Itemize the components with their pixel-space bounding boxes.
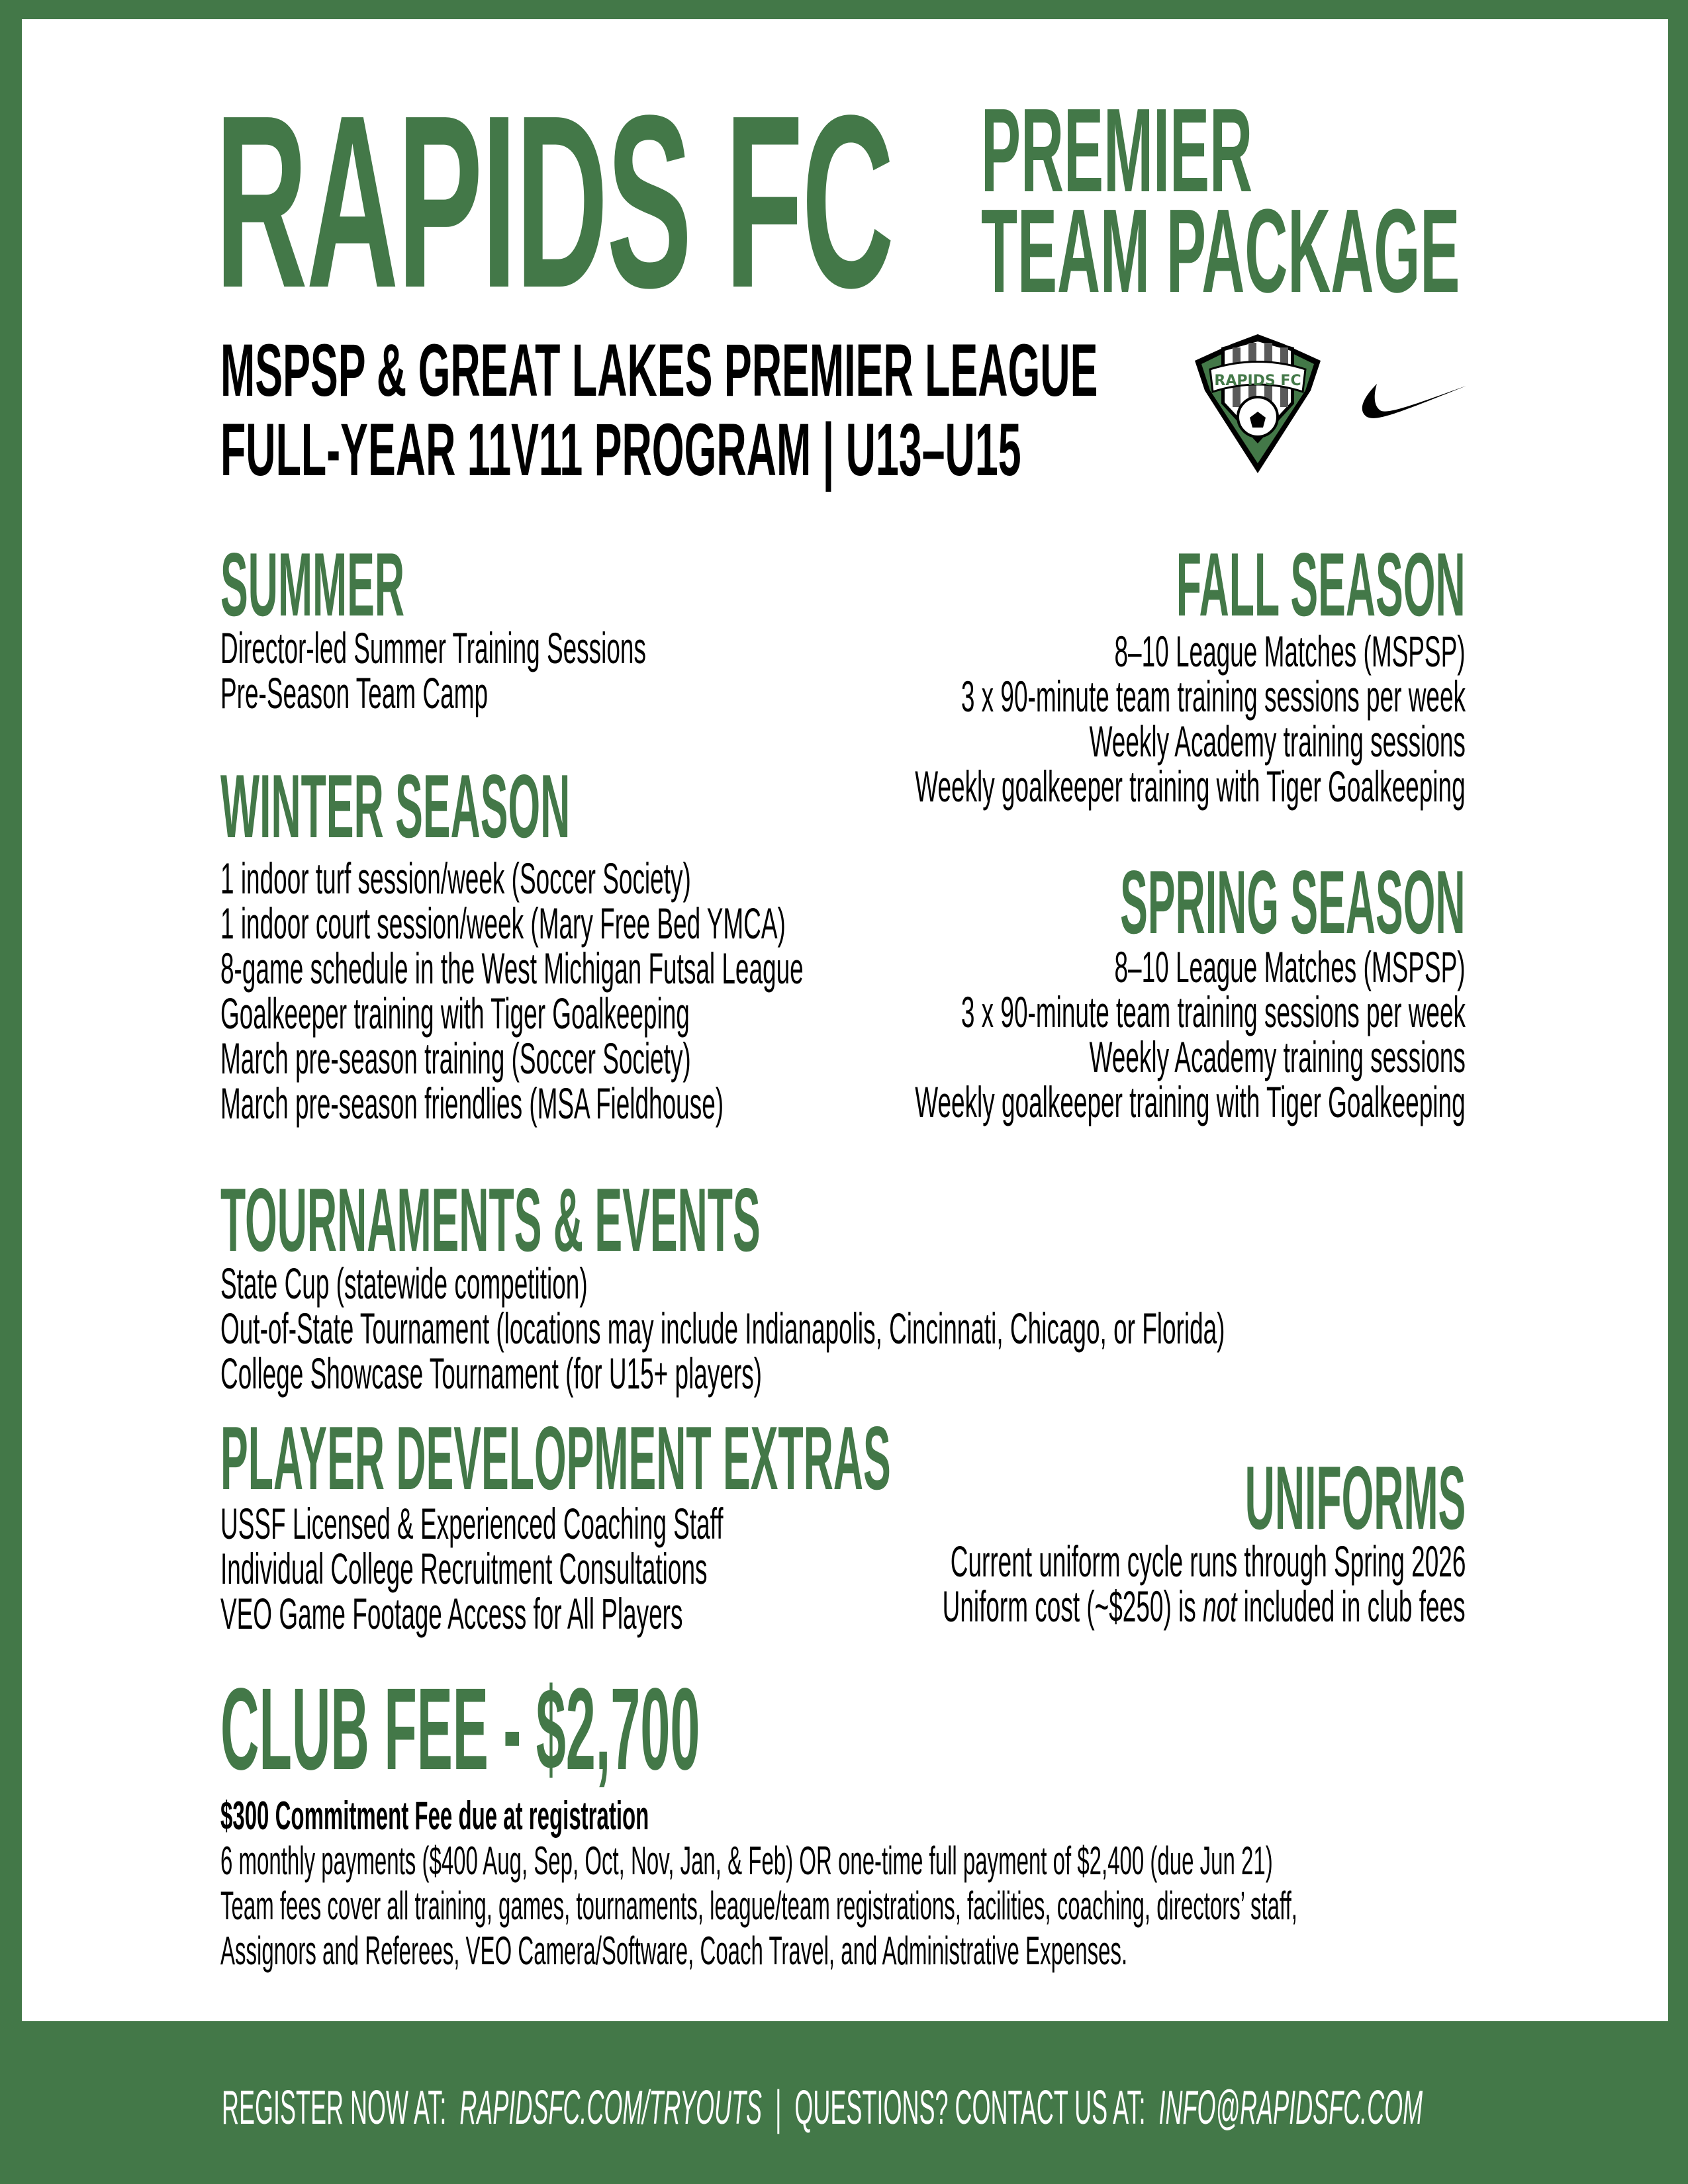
list-item: Individual College Recruitment Consultations <box>220 1544 708 1593</box>
list-item: Weekly Academy training sessions <box>1089 717 1466 766</box>
list-item: March pre-season training (Soccer Society) <box>220 1034 691 1083</box>
subtitle-line2-text: FULL-YEAR 11V11 PROGRAM | U13–U15 <box>220 408 1021 491</box>
club-name-text: RAPIDS FC <box>215 64 893 339</box>
list-item: 1 indoor court session/week (Mary Free Bed YMCA) <box>220 899 786 948</box>
list-item: 3 x 90-minute team training sessions per week <box>961 672 1466 721</box>
fall-heading <box>837 534 1466 635</box>
subtitle-line1-text: MSPSP & GREAT LAKES PREMIER LEAGUE <box>220 329 1098 412</box>
footer-separator: | <box>775 2081 782 2134</box>
register-link[interactable]: RAPIDSFC.COM/TRYOUTS <box>459 2081 763 2134</box>
spring-heading <box>715 852 1466 952</box>
list-item: Pre-Season Team Camp <box>220 668 489 717</box>
register-label: REGISTER NOW AT: <box>222 2081 447 2134</box>
list-item: Current uniform cycle runs through Spring 2026 <box>950 1537 1466 1586</box>
list-item: 1 indoor turf session/week (Soccer Society) <box>220 854 691 903</box>
list-item: Goalkeeper training with Tiger Goalkeeping <box>220 989 690 1038</box>
fee-details <box>220 1839 1688 1974</box>
winter-heading-text: WINTER SEASON <box>220 756 571 856</box>
list-item: VEO Game Footage Access for All Players <box>220 1589 683 1638</box>
list-item: 8–10 League Matches (MSPSP) <box>1114 942 1466 991</box>
winter-heading <box>220 756 981 856</box>
spring-list <box>483 944 1466 1124</box>
club-fee-heading-text: CLUB FEE - $2,700 <box>220 1664 700 1794</box>
list-item: College Showcase Tournament (for U15+ players) <box>220 1349 762 1398</box>
rapids-fc-crest-icon <box>1192 331 1324 477</box>
club-fee-heading <box>220 1664 1263 1794</box>
coverage-line2: Assignors and Referees, VEO Camera/Software, Coach Travel, and Administrative Expenses. <box>220 1929 1128 1973</box>
list-item: 3 x 90-minute team training sessions per week <box>961 987 1466 1036</box>
list-item: 8-game schedule in the West Michigan Futsal League <box>220 944 804 993</box>
spring-heading-text: SPRING SEASON <box>1120 852 1466 952</box>
tournaments-heading-text: TOURNAMENTS & EVENTS <box>220 1169 761 1270</box>
package-title-line2 <box>981 185 1688 318</box>
nike-swoosh-icon <box>1357 381 1466 420</box>
list-item: USSF Licensed & Experienced Coaching Staff <box>220 1499 724 1548</box>
summer-heading <box>220 534 620 635</box>
list-item: 8–10 League Matches (MSPSP) <box>1114 627 1466 676</box>
subtitle-line1 <box>220 329 1688 412</box>
uniforms-list <box>532 1539 1466 1629</box>
list-item: Out-of-State Tournament (locations may include Indianapolis, Cincinnati, Chicago, or Florida) <box>220 1304 1225 1353</box>
tournaments-list <box>220 1261 1688 1396</box>
list-item: Director-led Summer Training Sessions <box>220 623 646 672</box>
summer-heading-text: SUMMER <box>220 534 405 635</box>
list-item: State Cup (statewide competition) <box>220 1259 588 1308</box>
coverage-line1: Team fees cover all training, games, tournaments, league/team registrations, facilities, coaching, directors’ staff, <box>220 1884 1297 1928</box>
subtitle-line2 <box>220 408 1650 491</box>
list-item: Weekly goalkeeper training with Tiger Goalkeeping <box>915 762 1466 811</box>
svg-text:RAPIDS FC: RAPIDS FC <box>1214 373 1301 389</box>
contact-label: QUESTIONS? CONTACT US AT: <box>794 2081 1146 2134</box>
footer-bar <box>0 2021 1688 2184</box>
payment-options: 6 monthly payments ($400 Aug, Sep, Oct, Nov, Jan, & Feb) OR one-time full payment of $2,400 (due Jun 21) <box>220 1839 1273 1883</box>
package-line1-text: PREMIER <box>981 84 1253 217</box>
list-item: Uniform cost (~$250) is not included in club fees <box>943 1582 1466 1631</box>
commitment-fee: $300 Commitment Fee due at registration <box>220 1794 649 1838</box>
list-item: Weekly Academy training sessions <box>1089 1032 1466 1081</box>
tournaments-heading <box>220 1169 1394 1270</box>
contact-email-link[interactable]: INFO@RAPIDSFC.COM <box>1158 2081 1423 2134</box>
fall-heading-text: FALL SEASON <box>1176 534 1466 635</box>
package-line2-text: TEAM PACKAGE <box>981 185 1460 318</box>
development-heading-text: PLAYER DEVELOPMENT EXTRAS <box>220 1408 891 1508</box>
list-item: March pre-season friendlies (MSA Fieldhouse) <box>220 1079 724 1128</box>
uniforms-heading-text: UNIFORMS <box>1244 1447 1466 1548</box>
footer-text <box>222 2081 1688 2134</box>
uniforms-heading <box>986 1447 1466 1548</box>
list-item: Weekly goalkeeper training with Tiger Goalkeeping <box>915 1077 1466 1126</box>
